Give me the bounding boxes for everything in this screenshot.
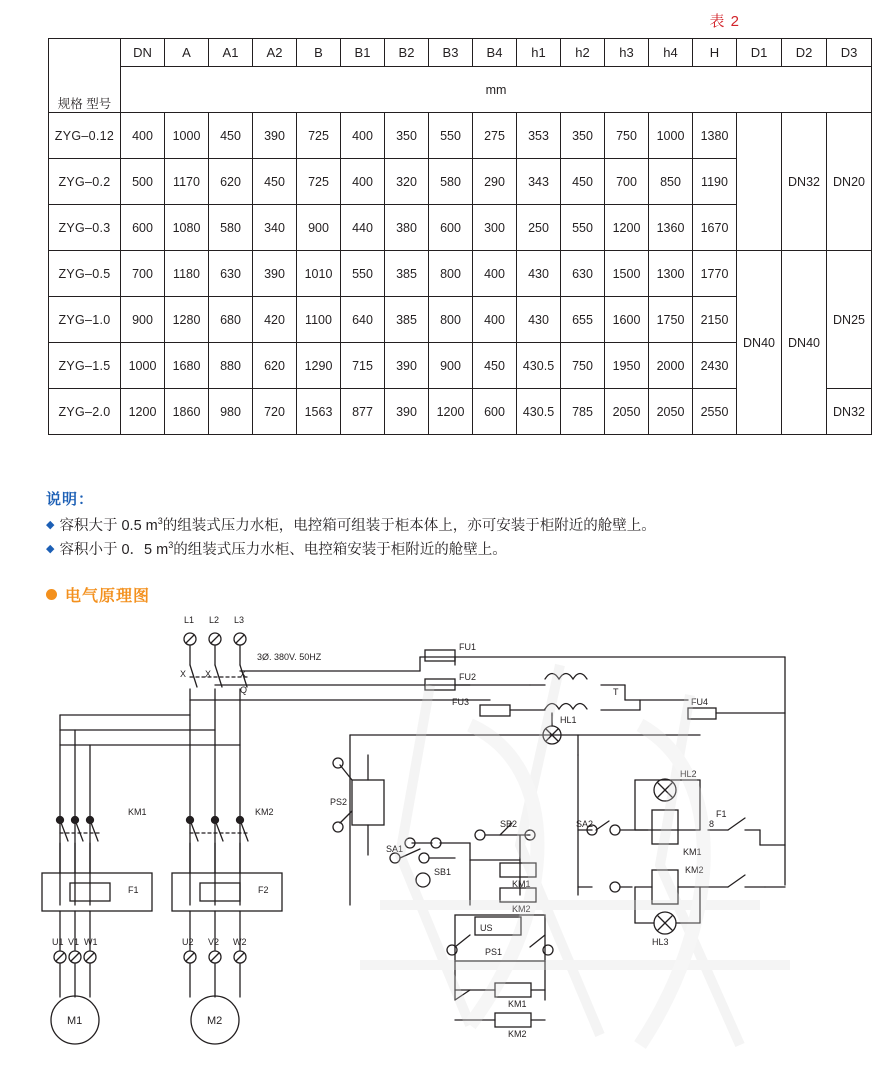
cell: 715 (341, 343, 385, 389)
cell: 390 (385, 343, 429, 389)
label-hl2: HL2 (680, 769, 697, 779)
label-km2-coil: KM2 (512, 904, 531, 914)
col-header: B2 (385, 39, 429, 67)
cell: 980 (209, 389, 253, 435)
cell: 720 (253, 389, 297, 435)
label-fu4: FU4 (691, 697, 709, 707)
cell: 380 (385, 205, 429, 251)
cell: 390 (253, 113, 297, 159)
label-v2: V2 (208, 937, 220, 947)
cell: 350 (561, 113, 605, 159)
cell: 2150 (693, 297, 737, 343)
cell: 390 (385, 389, 429, 435)
d2-merged-lower: DN40 (782, 251, 827, 435)
label-fu1: FU1 (459, 642, 477, 652)
diamond-bullet-icon: ◆ (46, 543, 55, 556)
row-model: ZYG–0.2 (49, 159, 121, 205)
col-header: D2 (782, 39, 827, 67)
cell: 1200 (429, 389, 473, 435)
cell: 450 (209, 113, 253, 159)
label-us: US (480, 923, 493, 933)
cell: 800 (429, 297, 473, 343)
cell: 300 (473, 205, 517, 251)
label-km2-right: KM2 (685, 865, 704, 875)
notes-title: 说明： (46, 491, 95, 508)
cell: 450 (473, 343, 517, 389)
cell: 385 (385, 297, 429, 343)
d3-merged-bottom: DN32 (827, 389, 872, 435)
cell: 400 (473, 297, 517, 343)
label-u2: U2 (182, 937, 194, 947)
cell: 1770 (693, 251, 737, 297)
label-m2: M2 (207, 1015, 223, 1027)
electrical-schematic (0, 605, 830, 1067)
cell: 620 (209, 159, 253, 205)
cell: 600 (121, 205, 165, 251)
label-hl1: HL1 (560, 715, 577, 725)
cell: 340 (253, 205, 297, 251)
label-km2-main: KM2 (255, 807, 274, 817)
label-q: Q (240, 685, 248, 695)
label-l1: L1 (184, 615, 195, 625)
cell: 320 (385, 159, 429, 205)
cell: 1600 (605, 297, 649, 343)
cell: 1280 (165, 297, 209, 343)
cell: 1500 (605, 251, 649, 297)
label-l2: L2 (209, 615, 220, 625)
cell: 430 (517, 297, 561, 343)
cell: 900 (297, 205, 341, 251)
cell: 880 (209, 343, 253, 389)
row-model: ZYG–0.5 (49, 251, 121, 297)
cell: 1170 (165, 159, 209, 205)
cell: 420 (253, 297, 297, 343)
cell: 385 (385, 251, 429, 297)
col-header: B4 (473, 39, 517, 67)
cell: 430.5 (517, 343, 561, 389)
cell: 1563 (297, 389, 341, 435)
label-t: T (613, 687, 619, 697)
spec-table-container (48, 38, 865, 435)
cell: 400 (341, 159, 385, 205)
cell: 800 (429, 251, 473, 297)
label-l3: L3 (234, 615, 245, 625)
note-text: 容积大于 0.5 $m^3$的组装式压力水柜，电控箱可组装于柜本体上，亦可安装于柜附近的舱壁上。 (59, 516, 656, 534)
cell: 1000 (649, 113, 693, 159)
cell: 630 (561, 251, 605, 297)
cell: 1000 (165, 113, 209, 159)
cell: 655 (561, 297, 605, 343)
label-v1: V1 (68, 937, 80, 947)
d3-merged-upper: DN20 (827, 113, 872, 251)
cell: 1360 (649, 205, 693, 251)
section-heading (46, 583, 150, 606)
label-fu2: FU2 (459, 672, 477, 682)
cell: 1300 (649, 251, 693, 297)
cell: 550 (429, 113, 473, 159)
section-heading-label: 电气原理图 (65, 588, 151, 605)
label-hl3: HL3 (652, 937, 669, 947)
label-km1-coil: KM1 (512, 879, 531, 889)
cell: 2050 (605, 389, 649, 435)
col-header: B1 (341, 39, 385, 67)
cell: 1290 (297, 343, 341, 389)
label-supply: 3Ø. 380V. 50HZ (257, 652, 322, 662)
cell: 1100 (297, 297, 341, 343)
col-header: A2 (253, 39, 297, 67)
cell: 400 (121, 113, 165, 159)
cell: 750 (605, 113, 649, 159)
cell: 850 (649, 159, 693, 205)
label-sb2: SB2 (500, 819, 518, 829)
cell: 2000 (649, 343, 693, 389)
notes-block (46, 488, 806, 564)
label-f1-right: F1 (716, 809, 727, 819)
cell: 290 (473, 159, 517, 205)
d3-merged-mid: DN25 (827, 251, 872, 389)
cell: 700 (121, 251, 165, 297)
cell: 2430 (693, 343, 737, 389)
row-model: ZYG–0.3 (49, 205, 121, 251)
cell: 640 (341, 297, 385, 343)
cell: 550 (561, 205, 605, 251)
label-ps1: PS1 (485, 947, 503, 957)
col-header: A (165, 39, 209, 67)
label-x3: X (240, 669, 247, 679)
col-header: DN (121, 39, 165, 67)
table-corner-label: 规格 型号 (49, 39, 121, 113)
cell: 2550 (693, 389, 737, 435)
label-f2: F2 (258, 885, 269, 895)
cell: 400 (473, 251, 517, 297)
label-w2: W2 (233, 937, 247, 947)
label-km1-aux: KM1 (508, 999, 527, 1009)
cell: 600 (429, 205, 473, 251)
table-row (49, 251, 872, 297)
cell: 400 (341, 113, 385, 159)
spec-table (48, 38, 872, 435)
cell: 1080 (165, 205, 209, 251)
cell: 630 (209, 251, 253, 297)
cell: 2050 (649, 389, 693, 435)
cell: 725 (297, 113, 341, 159)
cell: 500 (121, 159, 165, 205)
cell: 440 (341, 205, 385, 251)
label-fu3: FU3 (452, 697, 470, 707)
cell: 450 (253, 159, 297, 205)
label-w1: W1 (84, 937, 98, 947)
cell: 550 (341, 251, 385, 297)
cell: 430 (517, 251, 561, 297)
cell: 343 (517, 159, 561, 205)
table-unit-row (49, 67, 872, 113)
col-header: D1 (737, 39, 782, 67)
label-ps2: PS2 (330, 797, 348, 807)
label-u1: U1 (52, 937, 64, 947)
label-f1: F1 (128, 885, 139, 895)
row-model: ZYG–0.12 (49, 113, 121, 159)
cell: 1000 (121, 343, 165, 389)
cell: 725 (297, 159, 341, 205)
cell: 430.5 (517, 389, 561, 435)
cell: 1200 (121, 389, 165, 435)
label-sb1: SB1 (434, 867, 452, 877)
col-header: h4 (649, 39, 693, 67)
cell: 1190 (693, 159, 737, 205)
label-x2: X (205, 669, 212, 679)
cell: 750 (561, 343, 605, 389)
table-header-row (49, 39, 872, 67)
label-m1: M1 (67, 1015, 83, 1027)
diamond-bullet-icon: ◆ (46, 519, 55, 531)
note-text: 容积小于 0．5 $m^3$的组装式压力水柜、电控箱安装于柜附近的舱壁上。 (59, 540, 507, 559)
col-header: A1 (209, 39, 253, 67)
col-header: D3 (827, 39, 872, 67)
label-sa2: SA2 (576, 819, 594, 829)
unit-cell: mm (121, 67, 872, 113)
cell: 580 (209, 205, 253, 251)
cell: 1950 (605, 343, 649, 389)
note-item (46, 539, 806, 561)
cell: 1670 (693, 205, 737, 251)
label-8: 8 (709, 819, 715, 829)
cell: 620 (253, 343, 297, 389)
cell: 600 (473, 389, 517, 435)
cell: 250 (517, 205, 561, 251)
col-header: h3 (605, 39, 649, 67)
cell: 350 (385, 113, 429, 159)
cell: 450 (561, 159, 605, 205)
cell: 700 (605, 159, 649, 205)
row-model: ZYG–1.0 (49, 297, 121, 343)
d2-merged-upper: DN32 (782, 113, 827, 251)
table-caption: 表 2 (709, 13, 740, 30)
col-header: h1 (517, 39, 561, 67)
table-row (49, 113, 872, 159)
label-km1-right: KM1 (683, 847, 702, 857)
cell: 877 (341, 389, 385, 435)
watermark-graphic (0, 605, 830, 1067)
label-km2-aux: KM2 (508, 1029, 527, 1039)
label-sa1: SA1 (386, 844, 404, 854)
cell: 900 (121, 297, 165, 343)
cell: 1380 (693, 113, 737, 159)
orange-dot-icon (46, 589, 57, 600)
label-km1-main: KM1 (128, 807, 147, 817)
row-model: ZYG–1.5 (49, 343, 121, 389)
row-model: ZYG–2.0 (49, 389, 121, 435)
cell: 580 (429, 159, 473, 205)
cell: 680 (209, 297, 253, 343)
col-header: B3 (429, 39, 473, 67)
cell: 1750 (649, 297, 693, 343)
cell: 1680 (165, 343, 209, 389)
cell: 1860 (165, 389, 209, 435)
cell: 390 (253, 251, 297, 297)
cell: 900 (429, 343, 473, 389)
note-item (46, 515, 806, 537)
cell: 353 (517, 113, 561, 159)
label-x1: X (180, 669, 187, 679)
col-header: B (297, 39, 341, 67)
d1-merged: DN40 (737, 251, 782, 435)
cell: 1200 (605, 205, 649, 251)
col-header: h2 (561, 39, 605, 67)
cell: 1180 (165, 251, 209, 297)
cell: 1010 (297, 251, 341, 297)
cell: 785 (561, 389, 605, 435)
cell: 275 (473, 113, 517, 159)
col-header: H (693, 39, 737, 67)
d1-blank-cell (737, 113, 782, 251)
